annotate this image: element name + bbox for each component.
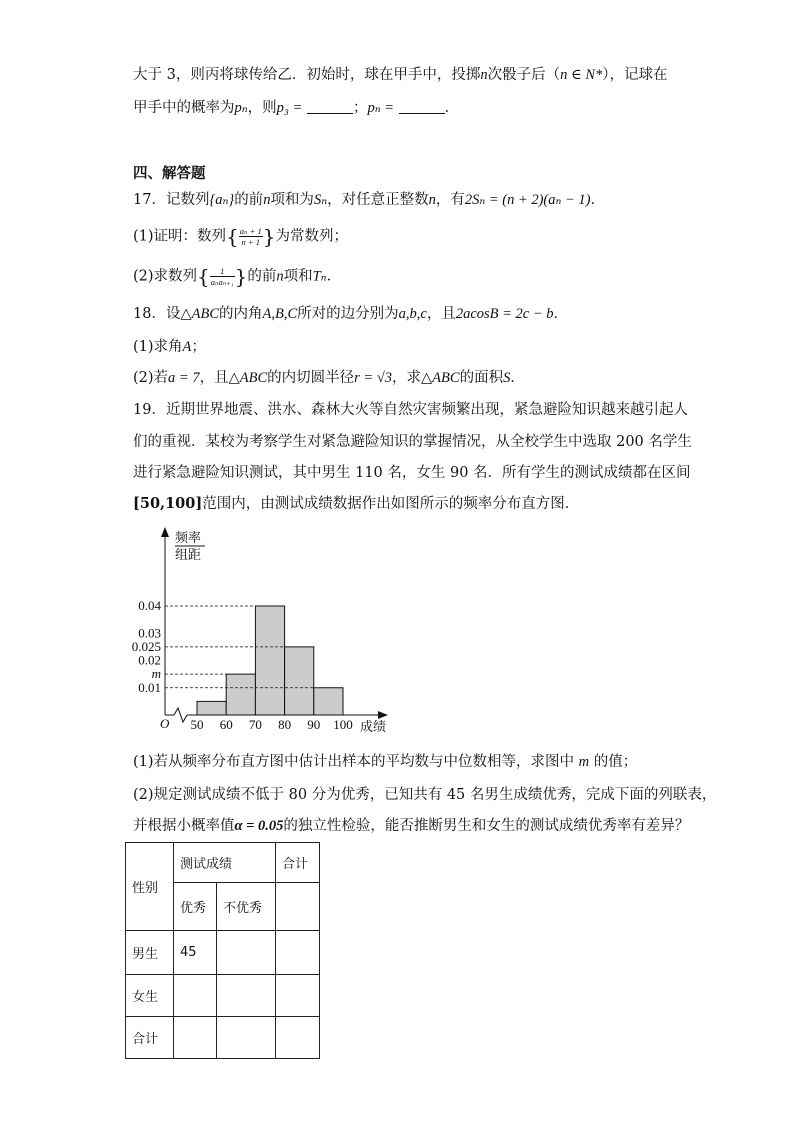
contingency-table [125,842,320,1059]
q19-line-4 [133,494,579,514]
row-label: 男生 [126,931,174,975]
cell-total[interactable] [276,931,320,975]
q18-stem [133,304,568,324]
row-label: 女生 [126,975,174,1017]
y-tick-label: 0.025 [131,638,161,654]
x-tick-label: 80 [278,717,292,732]
q16-text: 大于 3，则丙将球传给乙．初始时，球在甲手中，投掷 [133,67,481,83]
q19-line-2: 们的重视．某校为考察学生对紧急避险知识的掌握情况，从全校学生中选取 200 名学生 [133,434,692,450]
q16-line-1 [133,65,668,85]
q18-text: ，且 [199,370,229,386]
q19-text: 并根据小概率值 [133,818,235,834]
histogram-bar-70-80 [255,606,284,715]
q18-text: ． [510,370,525,386]
triangle-abc: △ABC [180,306,219,322]
cell-not-excellent[interactable] [217,1017,276,1059]
q17-text: (1)证明：数列 [133,228,227,245]
x-tick-label: 50 [190,717,204,732]
q16-text: ． [444,100,460,116]
x-tick-label: 70 [248,717,262,732]
answer-blank-pn[interactable] [399,99,445,114]
x-axis-arrow [378,711,388,719]
q16-line-2 [133,98,459,118]
cell-total[interactable] [276,975,320,1017]
x-tick-labels [191,717,353,732]
q17-text: ，对任意正整数 [327,192,429,208]
q17-text: 为常数列； [275,228,348,245]
q18-text: 的内角 [219,306,263,322]
x-tick-label: 100 [333,717,353,732]
var-s: S [503,370,511,386]
x-label: 成绩 [360,719,387,734]
table-row [126,975,320,1017]
q17-text: 项和 [283,268,313,285]
q19-line-3: 进行紧急避险知识测试，其中男生 110 名，女生 90 名．所有学生的测试成绩都在区间 [133,465,691,481]
q17-part-2 [133,266,341,287]
q19-text: 范围内，由测试成绩数据作出如图所示的频率分布直方图． [202,496,580,512]
interval: [50,100] [133,495,203,512]
x-tick-label: 60 [219,717,233,732]
var-p3: p₃ = [276,100,303,116]
sides: a,b,c [398,306,427,322]
fraction-numerator: 1 [210,266,235,277]
q18-part-1 [133,337,206,357]
q19-part-2-line-1: (2)规定测试成绩不低于 80 分为优秀，已知共有 45 名男生成绩优秀，完成下面的列联表， [133,787,717,803]
histogram-bar-90-100 [314,688,343,715]
q17-stem [133,190,605,210]
table-row [126,1017,320,1059]
header-score: 测试成绩 [174,843,276,883]
answer-blank-p3[interactable] [307,99,353,114]
row-label: 合计 [126,1017,174,1059]
inradius: r = √3 [354,370,393,386]
var-n: n [263,192,271,208]
origin-label: O [160,716,170,731]
table-header-row [126,843,320,883]
y-tick-label: 0.02 [138,652,161,668]
q18-part-2 [133,368,525,388]
q16-text: 次骰子后（ [487,67,561,83]
triangle-abc: △ABC [228,370,268,386]
q18-text: 所对的边分别为 [297,306,399,322]
q19-text: 的值； [593,754,638,770]
q16-text: 甲手中的概率为 [133,100,235,116]
var-pn-eq: pₙ = [367,100,394,116]
var-n: n [428,192,436,208]
header-gender: 性别 [126,843,174,931]
section-title: 四、解答题 [133,165,206,182]
var-a: A [182,339,192,355]
cell-not-excellent[interactable] [217,975,276,1017]
q17-text: 17．记数列 [133,192,210,208]
q17-text: 项和为 [270,192,314,208]
q18-text: 的面积 [459,370,504,386]
var-sn: Sₙ [313,192,328,208]
q18-text: ； [191,339,206,355]
q19-part-2-line-2 [133,816,689,836]
var-n: n [480,67,488,83]
q17-text: 的前 [234,192,264,208]
cell-total[interactable] [276,1017,320,1059]
header-excellent: 优秀 [174,883,217,931]
q18-text: (1)求角 [133,339,183,355]
q16-text: ； [352,100,368,116]
y-tick-label: 0.03 [138,625,161,641]
q19-text: 的独立性检验，能否推断男生和女生的测试成绩优秀率有差异？ [283,818,690,834]
x-tick-label: 90 [307,717,321,732]
brace-right: } [262,224,276,249]
q17-text: ． [326,268,342,285]
header-total-blank [276,883,320,931]
table-row [126,931,320,975]
q18-text: (2)若 [133,370,169,386]
alpha-value: α = 0.05 [234,818,284,834]
histogram-bars [197,606,343,715]
histogram-bar-50-60 [197,701,226,715]
y-tick-label: 0.01 [138,679,161,695]
cell-excellent[interactable] [174,975,217,1017]
condition-n: n ∈ N* [560,67,603,83]
fraction-denominator: n + 1 [241,237,260,247]
cell-excellent[interactable]: 45 [174,931,217,975]
q18-text: 18．设 [133,306,181,322]
brace-right: } [234,264,248,289]
q18-text: ． [553,306,569,322]
header-not-excellent: 不优秀 [217,883,276,931]
cell-not-excellent[interactable] [217,931,276,975]
y-tick-label: 0.04 [138,598,161,613]
var-m: m [578,754,590,770]
angles: A,B,C [262,306,298,322]
y-label-bottom: 组距 [175,547,202,562]
histogram-bar-80-90 [285,647,314,715]
q18-text: ，求 [392,370,422,386]
fraction [239,226,263,247]
seq-an: {aₙ} [209,192,235,208]
q17-text: ，有 [435,192,465,208]
q17-text: 的前 [247,268,277,285]
q19-text: (1)若从频率分布直方图中估计出样本的平均数与中位数相等，求图中 [133,754,575,770]
q16-text: ），记球在 [602,67,668,83]
y-tick-labels [132,598,162,695]
q18-equation: 2acosB = 2c − b [455,306,554,322]
var-n: n [276,268,284,285]
q19-part-1 [133,752,637,772]
y-tick-label: m [151,666,161,682]
histogram-bar-60-70 [226,674,255,715]
header-total: 合计 [276,843,320,883]
fraction-numerator: aₙ + 1 [239,226,262,236]
axis-break [174,708,187,722]
q16-text: ，则 [247,100,277,116]
a-equals-7: a = 7 [168,370,200,386]
var-tn: Tₙ [312,268,327,285]
var-pn: pₙ [234,100,248,116]
q17-text: ． [590,192,605,208]
frequency-histogram [130,525,400,740]
brace-left: { [197,264,210,289]
q17-text: (2)求数列 [133,268,198,285]
q17-part-1 [133,226,348,247]
brace-left: { [226,224,239,249]
y-axis-arrow [161,527,169,537]
q17-equation: 2Sₙ = (n + 2)(aₙ − 1) [464,192,591,208]
fraction [210,266,235,287]
fraction-denominator: aₙaₙ₊₁ [210,277,234,287]
cell-excellent[interactable] [174,1017,217,1059]
q18-text: ，且 [426,306,456,322]
y-label-top: 频率 [175,530,202,545]
q19-line-1: 19．近期世界地震、洪水、森林大火等自然灾害频繁出现，紧急避险知识越来越引起人 [133,402,688,418]
q18-text: 的内切圆半径 [267,370,355,386]
triangle-abc: △ABC [421,370,460,386]
